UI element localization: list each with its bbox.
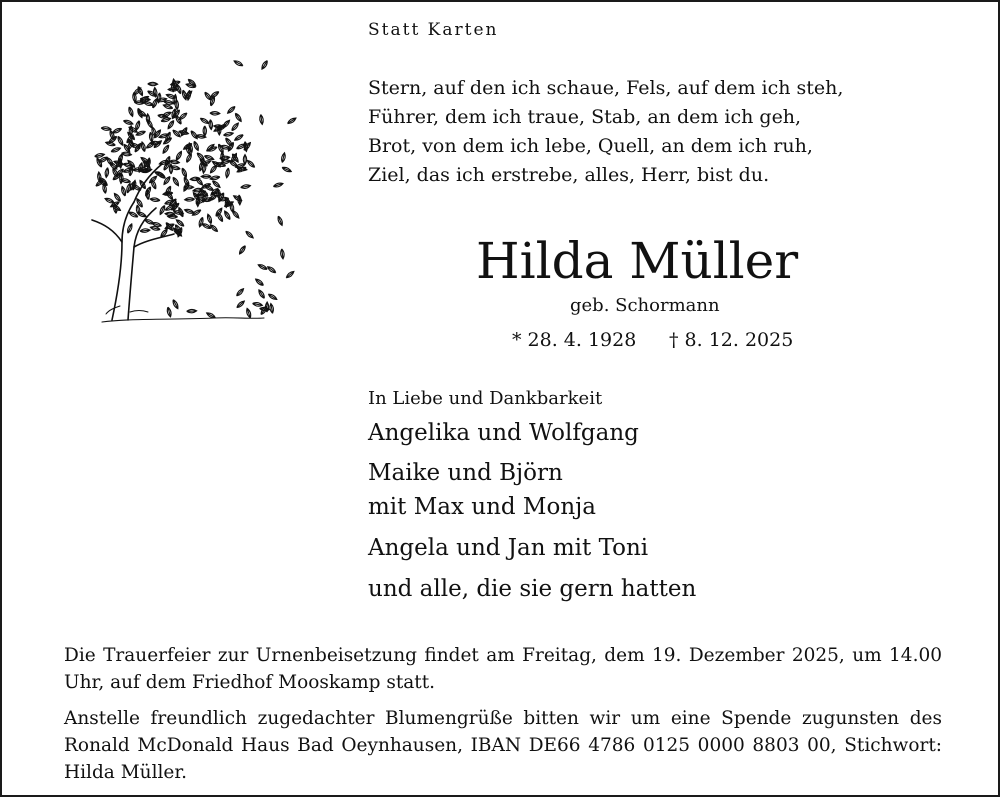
poem-line: Brot, von dem ich lebe, Quell, an dem ich ruh, (368, 135, 813, 157)
maiden-name: geb. Schormann (570, 295, 720, 316)
donation-paragraph: Anstelle freundlich zugedachter Blumengrüße bitten wir um eine Spende zugunsten des Ronald McDonald Haus Bad Oeynhausen, IBAN DE66 4786 0125 0000 8803 00, Stichwort: Hilda Müller. (64, 708, 942, 783)
funeral-info-paragraph: Die Trauerfeier zur Urnenbeisetzung findet am Freitag, dem 19. Dezember 2025, um 14.00 Uhr, auf dem Friedhof Mooskamp statt. (64, 645, 942, 693)
poem-line: Ziel, das ich erstrebe, alles, Herr, bist du. (368, 164, 770, 186)
poem (368, 74, 843, 190)
mourner-line: und alle, die sie gern hatten (368, 576, 697, 602)
mourners-intro: In Liebe und Dankbarkeit (368, 388, 603, 409)
deceased-name: Hilda Müller (476, 232, 799, 290)
mourner-line: Maike und Björn (368, 460, 563, 486)
windblown-tree-icon (64, 42, 304, 327)
mourner-line: Angelika und Wolfgang (368, 420, 639, 446)
death-date: † 8. 12. 2025 (669, 329, 794, 351)
mourner-line: mit Max und Monja (368, 494, 596, 520)
poem-line: Stern, auf den ich schaue, Fels, auf dem ich steh, (368, 77, 844, 99)
mourner-line: Angela und Jan mit Toni (368, 535, 649, 561)
header-note: Statt Karten (368, 20, 499, 40)
birth-date: * 28. 4. 1928 (512, 329, 637, 351)
poem-line: Führer, dem ich traue, Stab, an dem ich geh, (368, 106, 802, 128)
